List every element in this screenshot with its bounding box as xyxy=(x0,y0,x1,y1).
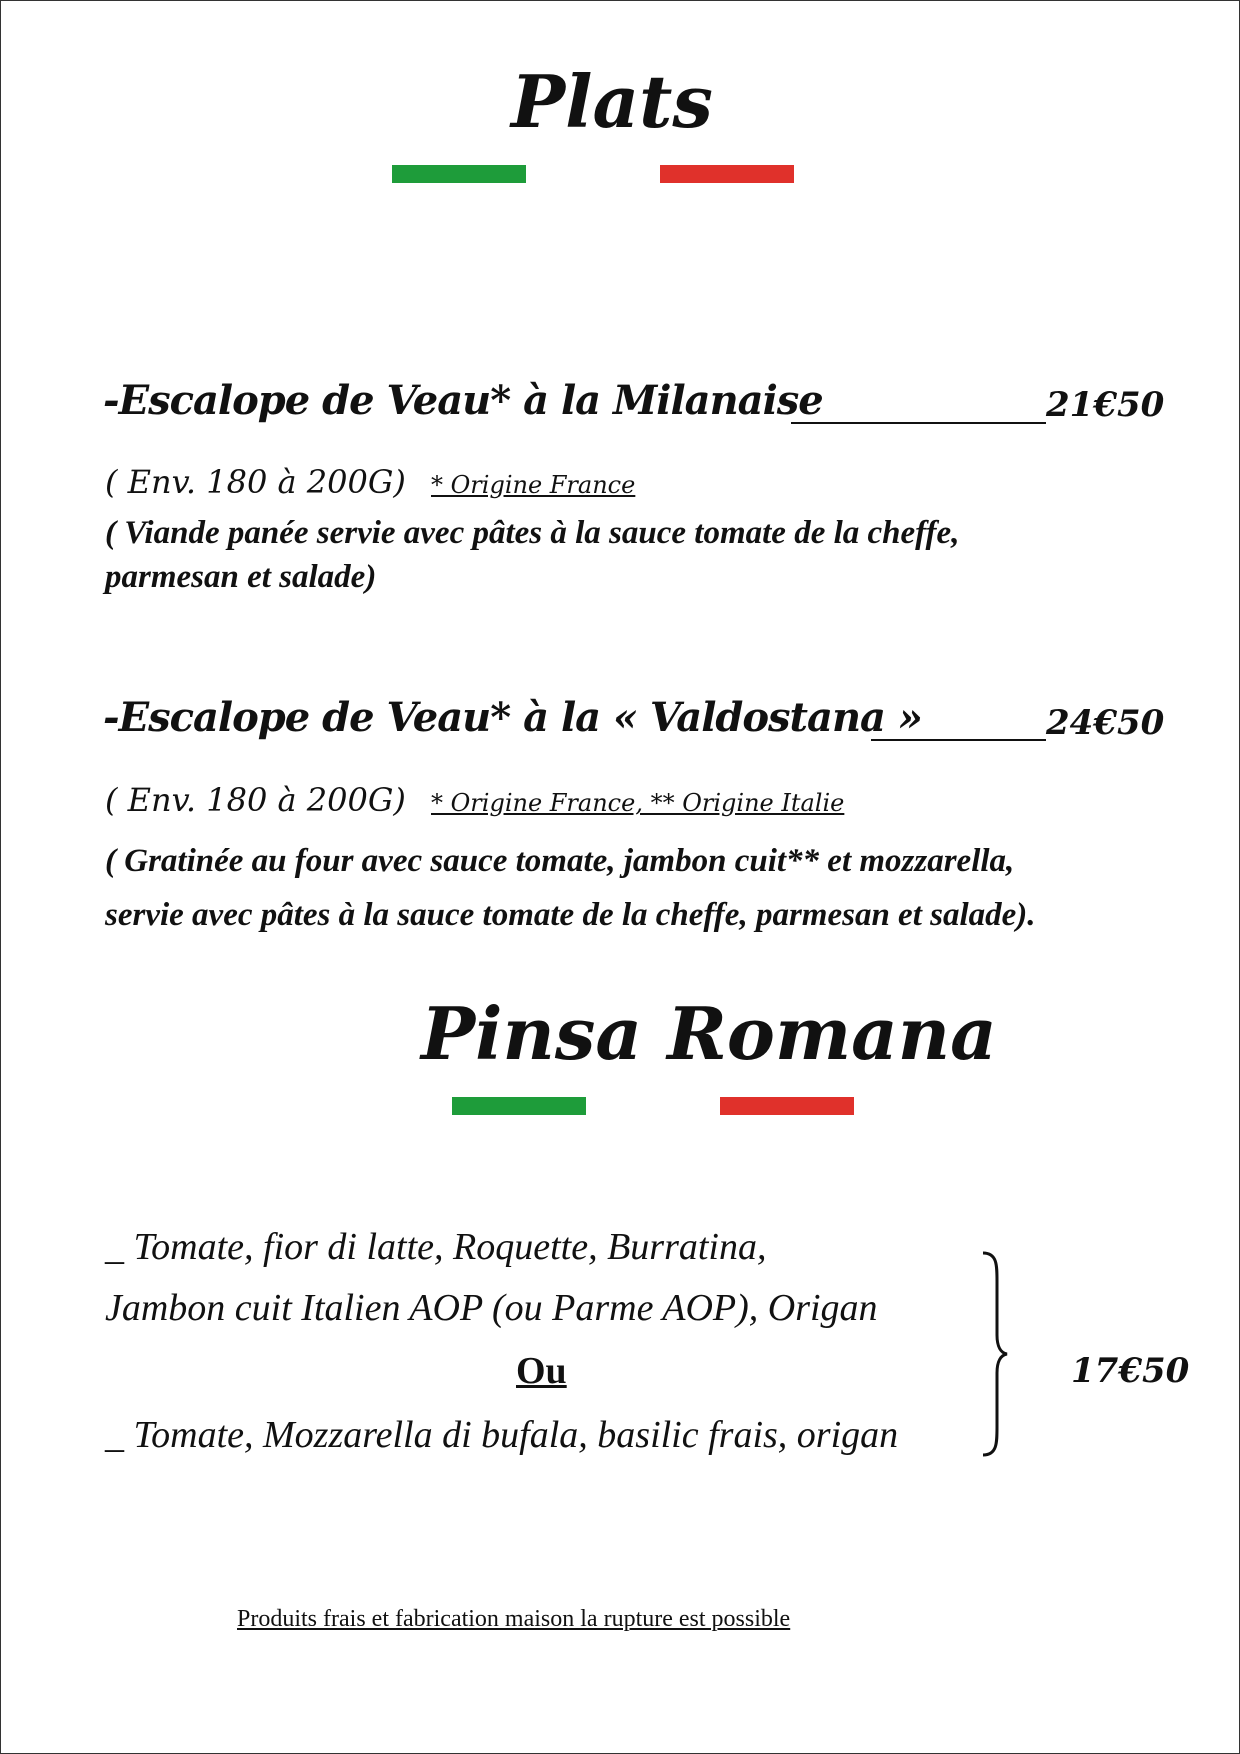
footer-note: Produits frais et fabrication maison la rupture est possible xyxy=(237,1606,791,1632)
dish-2-price: 24€50 xyxy=(1046,703,1165,743)
dish-1-price: 21€50 xyxy=(1046,385,1165,425)
italian-flag-bar-top xyxy=(392,165,794,183)
flag-green xyxy=(392,165,526,183)
curly-brace-icon xyxy=(979,1251,1009,1457)
dish-1-weight: ( Env. 180 à 200G) xyxy=(105,463,406,501)
italian-flag-bar-bottom xyxy=(452,1097,854,1115)
pinsa-option-1-line-2: Jambon cuit Italien AOP (ou Parme AOP), Origan xyxy=(105,1287,878,1329)
flag-white xyxy=(526,165,660,183)
dish-2-leader-line xyxy=(871,739,1046,741)
pinsa-option-1-line-1: _ Tomate, fior di latte, Roquette, Burratina, xyxy=(105,1226,767,1268)
pinsa-option-2-line: _ Tomate, Mozzarella di bufala, basilic frais, origan xyxy=(105,1414,899,1456)
flag-red xyxy=(720,1097,854,1115)
plats-title: Plats xyxy=(511,59,713,144)
dish-1-desc-line-1: ( Viande panée servie avec pâtes à la sauce tomate de la cheffe, xyxy=(105,515,960,551)
dish-1-origin: * Origine France xyxy=(431,471,636,499)
dish-1-leader-line xyxy=(791,422,1046,424)
dish-1-desc-line-2: parmesan et salade) xyxy=(105,559,377,595)
dish-2-weight: ( Env. 180 à 200G) xyxy=(105,781,406,819)
pinsa-price: 17€50 xyxy=(1071,1351,1190,1391)
flag-green xyxy=(452,1097,586,1115)
flag-red xyxy=(660,165,794,183)
dish-2-origin: * Origine France, ** Origine Italie xyxy=(431,789,845,817)
flag-white xyxy=(586,1097,720,1115)
pinsa-or-label: Ou xyxy=(516,1350,567,1392)
dish-2-desc-line-2: servie avec pâtes à la sauce tomate de la cheffe, parmesan et salade). xyxy=(105,897,1036,933)
dish-2-name: -Escalope de Veau* à la « Valdostana » xyxy=(103,694,922,741)
pinsa-title: Pinsa Romana xyxy=(421,991,997,1076)
dish-2-desc-line-1: ( Gratinée au four avec sauce tomate, jambon cuit** et mozzarella, xyxy=(105,843,1015,879)
dish-1-name: -Escalope de Veau* à la Milanaise xyxy=(103,377,823,424)
